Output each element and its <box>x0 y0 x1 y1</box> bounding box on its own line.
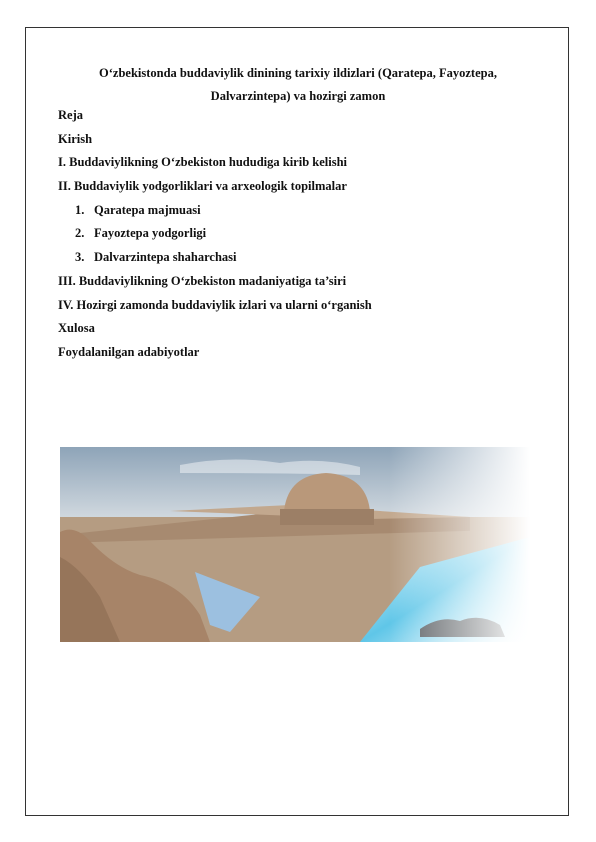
toc-item-conclusion: Xulosa <box>58 321 95 336</box>
toc-subitem-number: 3. <box>75 250 85 265</box>
toc-subitem-label: Dalvarzintepa shaharchasi <box>94 250 237 265</box>
toc-subitem-label: Fayoztepa yodgorligi <box>94 226 207 241</box>
toc-item-section-3: III. Buddaviylikning O‘zbekiston madaniyatiga ta’siri <box>58 273 347 288</box>
toc-subitem-number: 1. <box>75 202 85 217</box>
toc-item-introduction: Kirish <box>58 131 93 146</box>
toc-subitem-number: 2. <box>75 226 85 241</box>
table-of-contents <box>58 104 372 365</box>
toc-item-section-4: IV. Hozirgi zamonda buddaviylik izlari va ularni o‘rganish <box>58 297 372 312</box>
toc-item-section-1: I. Buddaviylikning O‘zbekiston hududiga kirib kelishi <box>58 155 348 170</box>
stupa-collage-image <box>60 447 530 642</box>
toc-subitem-label: Qaratepa majmuasi <box>94 202 201 217</box>
toc-item-references: Foydalanilgan adabiyotlar <box>58 344 200 359</box>
toc-subitem-fayoztepa <box>58 222 372 246</box>
edge-fade <box>60 447 530 642</box>
toc-subitem-dalvarzintepa <box>58 246 372 270</box>
toc-item-section-2: II. Buddaviylik yodgorliklari va arxeologik topilmalar <box>58 179 347 194</box>
document-title: O‘zbekistonda buddaviylik dinining tarixiy ildizlari (Qaratepa, Fayoztepa, Dalvarzintepa) va hozirgi zamon <box>99 66 497 103</box>
toc-subitem-qaratepa <box>58 199 372 223</box>
plan-heading: Reja <box>58 108 83 122</box>
